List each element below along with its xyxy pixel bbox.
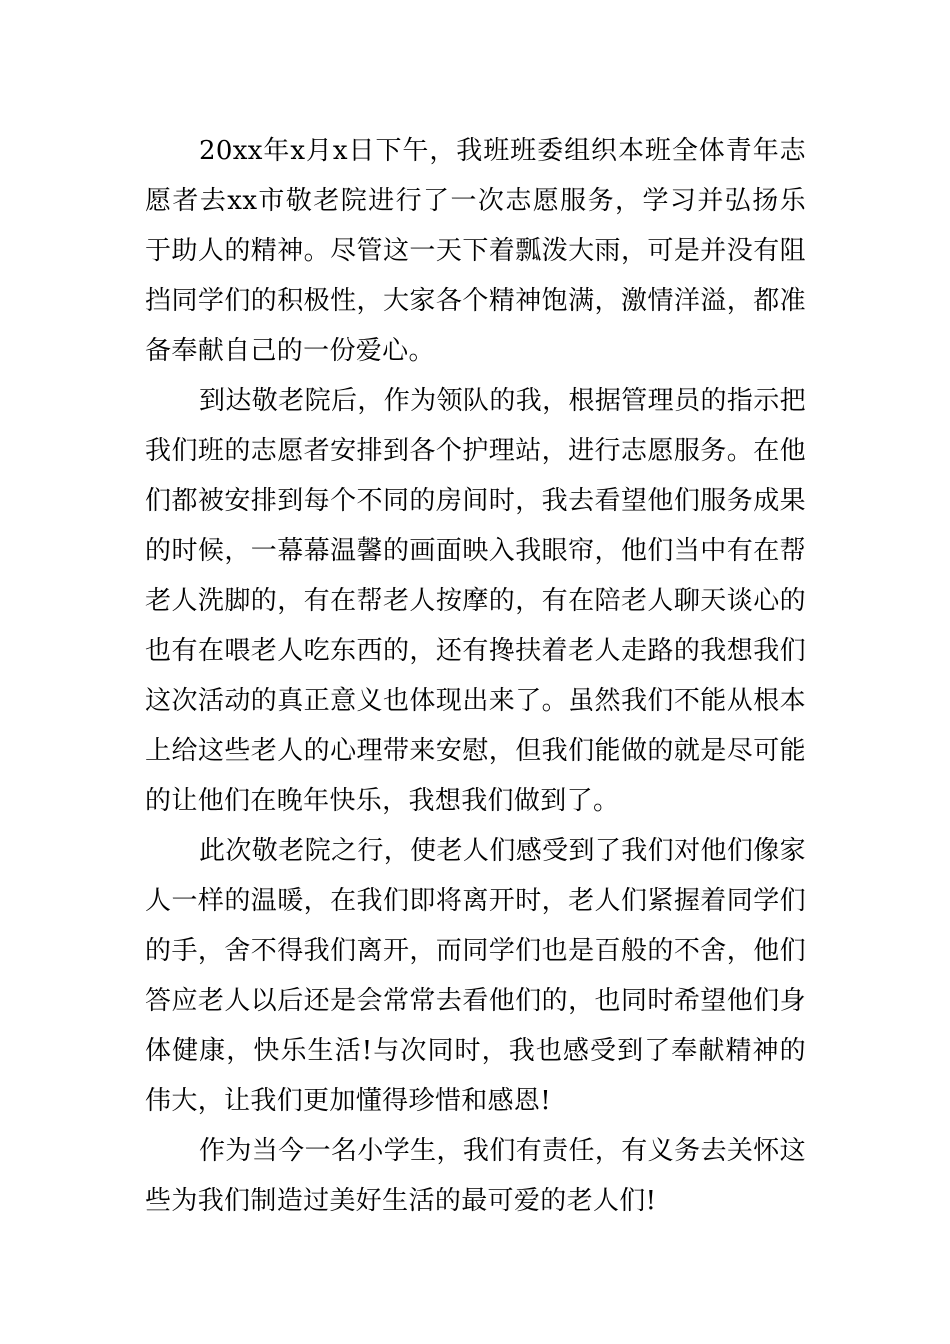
paragraph-2: 到达敬老院后，作为领队的我，根据管理员的指示把我们班的志愿者安排到各个护理站，进行志愿服务。在他们都被安排到每个不同的房间时，我去看望他们服务成果的时候，一幕幕温馨的画面映入我眼帘，他们当中有在帮老人洗脚的，有在帮老人按摩的，有在陪老人聊天谈心的也有在喂老人吃东西的，还有搀扶着老人走路的我想我们这次活动的真正意义也体现出来了。虽然我们不能从根本上给这些老人的心理带来安慰，但我们能做的就是尽可能的让他们在晚年快乐，我想我们做到了。 [145, 386, 806, 816]
paragraph-3: 此次敬老院之行，使老人们感受到了我们对他们像家人一样的温暖，在我们即将离开时，老人们紧握着同学们的手，舍不得我们离开，而同学们也是百般的不舍，他们答应老人以后还是会常常去看他们的，也同时希望他们身体健康，快乐生活!与次同时，我也感受到了奉献精神的伟大，让我们更加懂得珍惜和感恩! [145, 836, 806, 1116]
paragraph-4: 作为当今一名小学生，我们有责任，有义务去关怀这些为我们制造过美好生活的最可爱的老人们! [145, 1136, 806, 1216]
paragraph-1: 20xx年x月x日下午，我班班委组织本班全体青年志愿者去xx市敬老院进行了一次志愿服务，学习并弘扬乐于助人的精神。尽管这一天下着瓢泼大雨，可是并没有阻挡同学们的积极性，大家各个精神饱满，激情洋溢，都准备奉献自己的一份爱心。 [145, 136, 806, 366]
document-body [145, 126, 806, 1226]
